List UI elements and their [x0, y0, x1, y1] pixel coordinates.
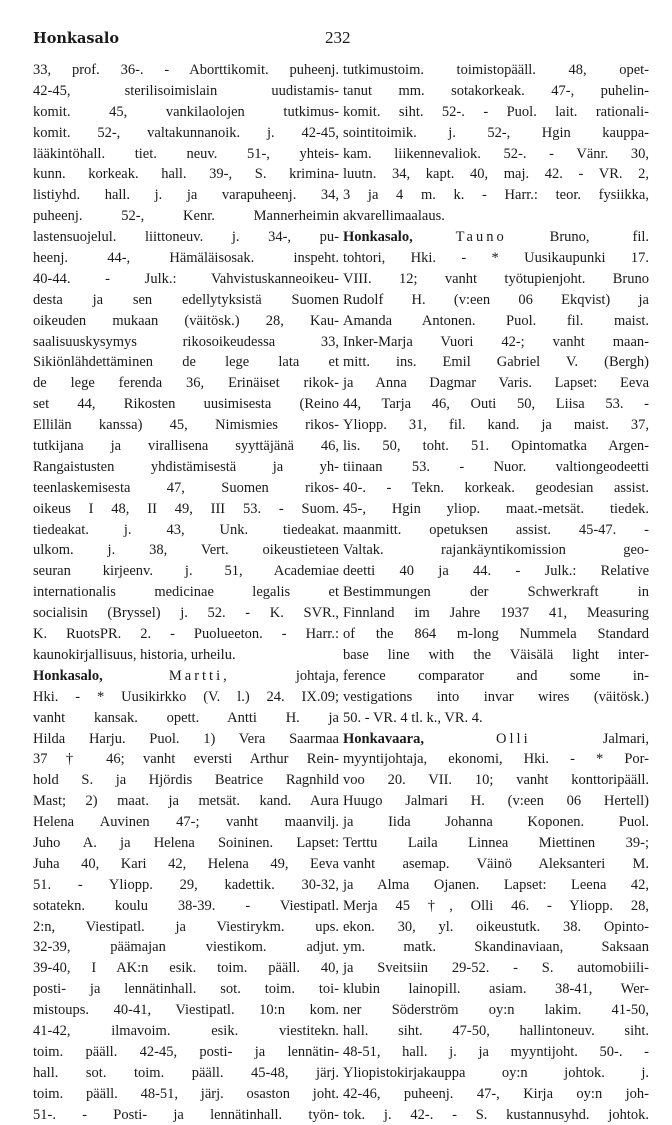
text-line: ja Iida Johanna Koponen. Puol.	[343, 814, 649, 831]
text-line: 40-. - Tekn. korkeak. geodesian assist.	[343, 479, 649, 496]
text-line: Merja 45 †, Olli 46. - Yliopp. 28,	[343, 897, 649, 914]
text-line: set 44, Rikosten uusimisesta (Reino	[33, 396, 339, 413]
text-line: VIII. 12; vanht työtupienjoht. Bruno	[343, 270, 649, 287]
text-line: luutn. 34, kapt. 40, maj. 42. - VR. 2,	[343, 166, 649, 183]
entry-first-line-rest: Jalmari,	[602, 730, 649, 747]
text-line: 39-40, I AK:n esik. toim. pääll. 40,	[33, 960, 339, 977]
text-line: ja Anna Dagmar Varis. Lapset: Eeva	[343, 375, 649, 392]
text-line: posti- ja lennätinhall. sot. toim. toi-	[33, 981, 339, 998]
text-line: ja Alma Ojanen. Lapset: Leena 42,	[343, 876, 649, 893]
entry-heading	[33, 666, 339, 687]
text-line: tohtori, Hki. - * Uusikaupunki 17.	[343, 250, 649, 267]
text-line: seuran kirjeenv. j. 51, Academiae	[33, 563, 339, 580]
entry-surname: Honkavaara,	[343, 730, 424, 747]
text-line: 37 † 46; vanht eversti Arthur Rein-	[33, 751, 339, 768]
text-line: Valtak. rajankäyntikomission geo-	[343, 542, 649, 559]
text-line: Juha 40, Kari 42, Helena 49, Eeva	[33, 855, 339, 872]
text-line: Rangaistusten yhdistämisestä ja yh-	[33, 458, 339, 475]
text-line: deetti 40 ja 44. - Julk.: Relative	[343, 563, 649, 580]
text-line: Bestimmungen der Schwerkraft in	[343, 584, 649, 601]
text-line: klubin lainopill. asiam. 38-41, Wer-	[343, 981, 649, 998]
text-line: 40-44. - Julk.: Vahvistuskanneoikeu-	[33, 270, 339, 287]
text-line: Yliopp. 31, fil. kand. ja maist. 37,	[343, 417, 649, 434]
text-line: of the 864 m-long Nummela Standard	[343, 626, 649, 643]
text-line: tiinaan 53. - Nuor. valtiongeodeetti	[343, 458, 649, 475]
entry-heading	[343, 227, 649, 248]
entry-heading	[343, 729, 649, 750]
text-line: toim. pääll. 42-45, posti- ja lennätin-	[33, 1043, 339, 1060]
entry-first-line-rest: johtaja,	[295, 667, 339, 684]
text-line: Terttu Laila Linnea Miettinen 39-;	[343, 834, 649, 851]
text-line: komit. siht. 52-. - Puol. lait. rationali-	[343, 103, 649, 120]
text-line: ference comparator and some in-	[343, 667, 649, 684]
entry-firstname: Tauno	[455, 229, 507, 246]
text-line: mistoups. 40-41, Viestipatl. 10:n kom.	[33, 1002, 339, 1019]
text-line: Ellilän kanssa) 45, Nimismies rikos-	[33, 417, 339, 434]
text-line: base line with the Väisälä light inter-	[343, 646, 649, 663]
text-line: voo 20. VII. 10; vanht konttoripääll.	[343, 772, 649, 789]
text-line: de lege ferenda 36, Erinäiset rikok-	[33, 375, 339, 392]
text-line: vanht asemap. Väinö Aleksanteri M.	[343, 855, 649, 872]
text-line: Huugo Jalmari H. (v:een 06 Hertell)	[343, 793, 649, 810]
entry-firstname: Martti,	[168, 667, 230, 684]
left-column	[33, 60, 339, 1125]
running-head: Honkasalo	[33, 30, 120, 47]
text-line: socialisin (Bryssel) j. 52. - K. SVR.,	[33, 605, 339, 622]
text-line: myyntijohtaja, ekonomi, Hki. - * Por-	[343, 751, 649, 768]
text-line: 33, prof. 36-. - Aborttikomit. puheenj.	[33, 62, 339, 78]
text-line: internationalis medicinae legalis et	[33, 584, 339, 601]
text-line: tanut mm. sotakorkeak. 47-, puhelin-	[343, 82, 649, 99]
text-line: 41-42, ilmavoim. esik. viestitekn.	[33, 1022, 339, 1039]
text-line: Inker-Marja Vuori 42-; vanht maan-	[343, 333, 649, 350]
entry-surname: Honkasalo,	[33, 667, 103, 684]
text-line: sotatekn. koulu 38-39. - Viestipatl.	[33, 897, 339, 914]
text-line: lääkintöhall. tiet. neuv. 51-, yhteis-	[33, 145, 339, 162]
text-line: kam. liikennevaliok. 52-. - Vänr. 30,	[343, 145, 649, 162]
text-line: ekon. 30, yl. oikeustutk. 38. Opinto-	[343, 918, 649, 935]
text-line: mitt. ins. Emil Gabriel V. (Bergh)	[343, 354, 649, 371]
text-line: ulkom. j. 38, Vert. oikeustieteen	[33, 542, 339, 559]
text-line: vanht kansak. opett. Antti H. ja	[33, 709, 339, 726]
text-line: 44, Tarja 46, Outi 50, Liisa 53. -	[343, 396, 649, 413]
text-line: ner Söderström oy:n lakim. 41-50,	[343, 1002, 649, 1019]
text-line: oikeuden mukaan (väitösk.) 28, Kau-	[33, 312, 339, 329]
text-line: 45-, Hgin yliop. maat.-metsät. tiedek.	[343, 500, 649, 517]
text-line: 2:n, Viestipatl. ja Viestirykm. ups.	[33, 918, 339, 935]
text-line: 51. - Yliopp. 29, kadettik. 30-32,	[33, 876, 339, 893]
text-line: hall. siht. 47-50, hallintoneuv. siht.	[343, 1022, 649, 1039]
text-line: K. RuotsPR. 2. - Puolueeton. - Harr.:	[33, 626, 339, 643]
text-line: ja Sveitsiin 29-52. - S. automobiili-	[343, 960, 649, 977]
text-line: saalisuuskysymys rikosoikeudessa 33,	[33, 333, 339, 350]
text-line: 42-45, sterilisoimislain uudistamis-	[33, 82, 339, 99]
text-line: kunn. korkeak. hall. 39-, S. krimina-	[33, 166, 339, 183]
text-line: Finnland im Jahre 1937 41, Measuring	[343, 605, 649, 622]
text-line: kaunokirjallisuus, historia, urheilu.	[33, 646, 236, 663]
text-line: 48-51, hall. j. ja myyntijoht. 50-. -	[343, 1043, 649, 1060]
entry-surname: Honkasalo,	[343, 229, 413, 246]
text-line: sointitoimik. j. 52-, Hgin kauppa-	[343, 124, 649, 141]
text-line: lastensuojelul. liittoneuv. j. 34-, pu-	[33, 229, 339, 246]
text-line: tutkijana ja virallisena syyttäjänä 46,	[33, 438, 339, 455]
text-line: Amanda Antonen. Puol. fil. maist.	[343, 312, 649, 329]
text-line: hold S. ja Hjördis Beatrice Ragnhild	[33, 772, 339, 789]
text-line: 3 ja 4 m. k. - Harr.: teor. fysiikka,	[343, 187, 649, 204]
page-number: 232	[325, 28, 351, 47]
right-column	[343, 60, 649, 1125]
text-line: listiyhd. hall. j. ja varapuheenj. 34,	[33, 187, 339, 204]
text-line: vestigations into invar wires (väitösk.)	[343, 688, 649, 705]
text-line: heenj. 44-, Hämäläisosak. inspeht.	[33, 250, 339, 267]
text-line: tok. j. 42-. - S. kustannusyhd. johtok.	[343, 1106, 649, 1123]
entry-firstname: Olli	[496, 730, 531, 747]
text-line: tiedeakat. j. 43, Unk. tiedeakat.	[33, 521, 339, 538]
text-line: 32-39, päämajan viestikom. adjut.	[33, 939, 339, 956]
text-line: hall. sot. toim. pääll. 45-48, järj.	[33, 1064, 339, 1081]
text-line: Yliopistokirjakauppa oy:n johtok. j.	[343, 1064, 649, 1081]
text-line: desta ja sen edellytyksistä Suomen	[33, 291, 339, 308]
text-line: puheenj. 52-, Kenr. Mannerheimin	[33, 208, 339, 225]
text-line: Juho A. ja Helena Soininen. Lapset:	[33, 834, 339, 851]
text-line: toim. pääll. 48-51, järj. osaston joht.	[33, 1085, 339, 1102]
text-line: 50. - VR. 4 tl. k., VR. 4.	[343, 709, 483, 726]
entry-first-line-rest: Bruno, fil.	[549, 229, 649, 246]
text-line: oikeus I 48, II 49, III 53. - Suom.	[33, 500, 339, 517]
text-line: tutkimustoim. toimistopääll. 48, opet-	[343, 62, 649, 78]
text-line: komit. 45, vankilaolojen tutkimus-	[33, 103, 339, 120]
text-line: komit. 52-, valtakunnanoik. j. 42-45,	[33, 124, 339, 141]
text-line: Hilda Harju. Puol. 1) Vera Saarmaa	[33, 730, 339, 747]
text-line: Mast; 2) maat. ja metsät. kand. Aura	[33, 793, 339, 810]
text-line: 42-46, puheenj. 47-, Kirja oy:n joh-	[343, 1085, 649, 1102]
text-line: akvarellimaalaus.	[343, 208, 445, 225]
text-line: Sikiönlähdettäminen de lege lata et	[33, 354, 339, 371]
page-header	[0, 28, 672, 52]
text-line: teenlaskemisesta 47, Suomen rikos-	[33, 479, 339, 496]
text-line: lis. 50, toht. 51. Opintomatka Argen-	[343, 438, 649, 455]
text-line: Helena Auvinen 47-; vanht maanvilj.	[33, 814, 339, 831]
text-line: maanmitt. opetuksen assist. 45-47. -	[343, 521, 649, 538]
text-line: Hki. - * Uusikirkko (V. l.) 24. IX.09;	[33, 688, 339, 705]
text-line: Rudolf H. (v:een 06 Ekqvist) ja	[343, 291, 649, 308]
text-line: ym. matk. Skandinaviaan, Saksaan	[343, 939, 649, 956]
text-line: 51-. - Posti- ja lennätinhall. työn-	[33, 1106, 339, 1123]
